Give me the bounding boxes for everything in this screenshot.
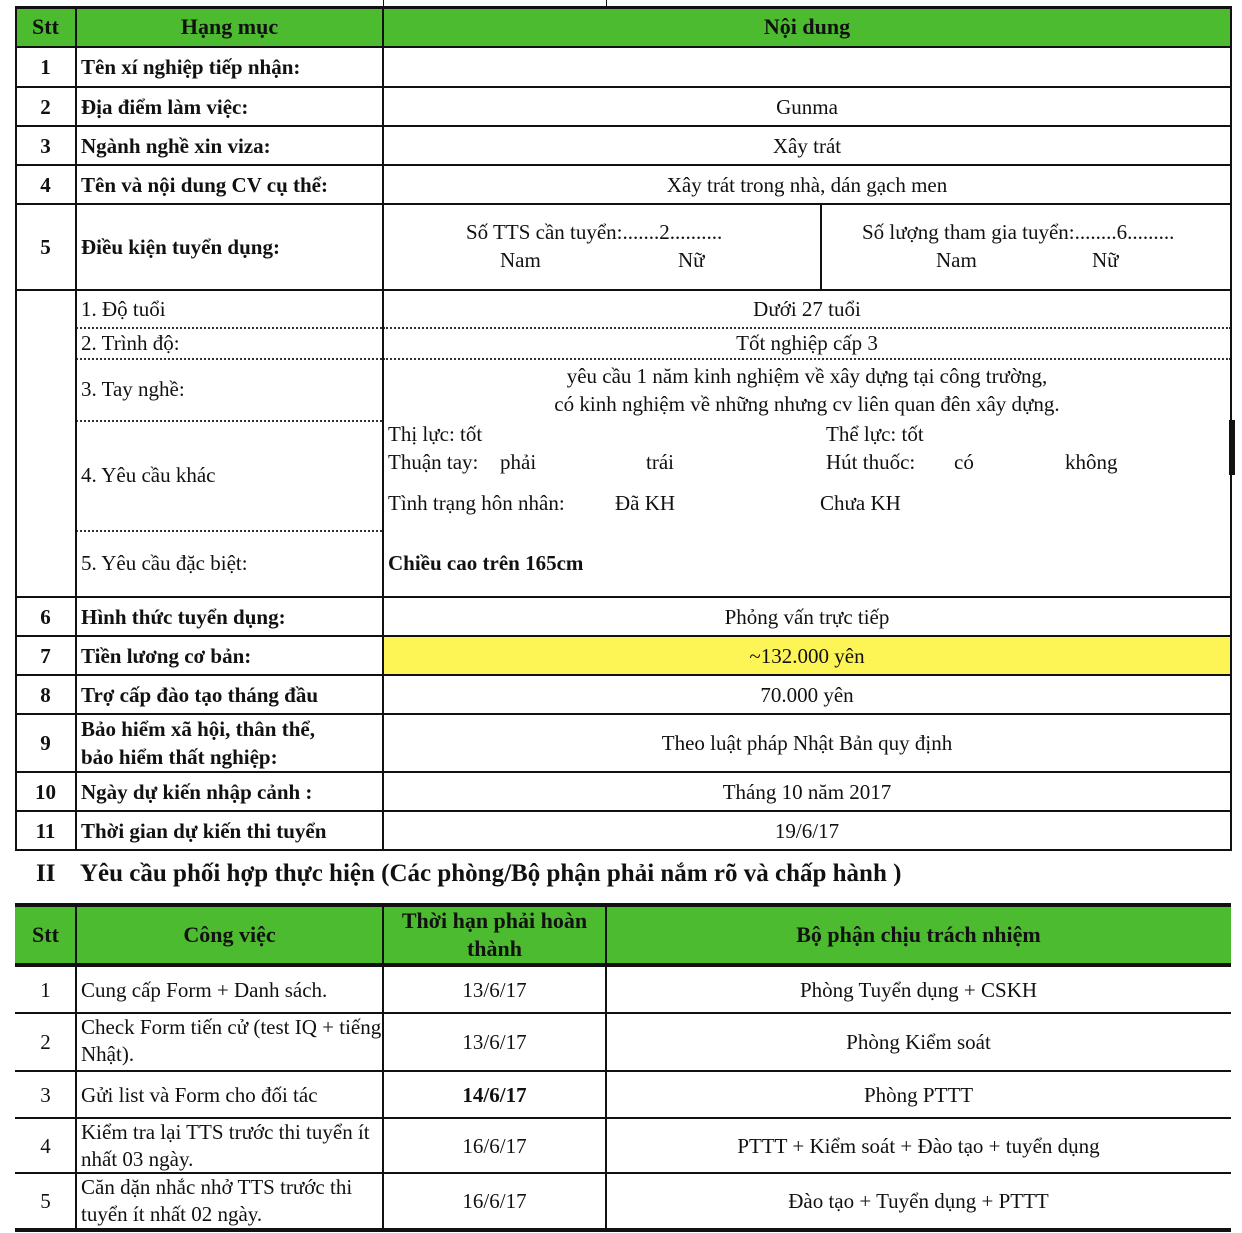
task3-description: Gửi list và Form cho đối tác: [81, 1082, 318, 1107]
trainee-needed: Số TTS cần tuyển:.......2..........: [466, 220, 723, 244]
handedness-right: phải: [500, 450, 537, 474]
task2-description-line-2: Nhật).: [81, 1042, 135, 1066]
task3-deadline: 14/6/17: [462, 1082, 527, 1107]
table1-header-noi-dung: Nội dung: [763, 14, 851, 39]
smoking-label: Hút thuốc:: [826, 450, 916, 474]
task2-stt: 2: [40, 1030, 51, 1054]
row2-value: Gunma: [776, 94, 838, 119]
row8-value: 70.000 yên: [760, 682, 854, 707]
special-requirement-value: Chiều cao trên 165cm: [388, 551, 584, 575]
marital-label: Tình trạng hôn nhân:: [388, 491, 565, 515]
task3-department: Phòng PTTT: [863, 1082, 974, 1107]
row4-value: Xây trát trong nhà, dán gạch men: [666, 172, 948, 197]
table1-header-hang-muc: Hạng mục: [180, 14, 279, 39]
section-2-number: II: [36, 860, 56, 887]
row1-value: [383, 47, 1231, 87]
task1-deadline: 13/6/17: [462, 977, 527, 1002]
row10-stt: 10: [35, 779, 56, 804]
section-2-title: Yêu cầu phối hợp thực hiện (Các phòng/Bộ phận phải nắm rõ và chấp hành ): [80, 860, 902, 887]
table2-header-deadline-line-1: Thời hạn phải hoàn: [401, 908, 588, 933]
special-requirement-label: 5. Yêu cầu đặc biệt:: [81, 551, 248, 575]
handedness-label: Thuận tay:: [388, 450, 479, 474]
row7-label: Tiền lương cơ bản:: [81, 643, 252, 668]
other-requirements-label: 4. Yêu cầu khác: [81, 463, 216, 487]
marital-married: Đã KH: [615, 491, 676, 515]
education-value: Tốt nghiệp cấp 3: [736, 331, 878, 355]
trainee-needed-male: Nam: [500, 248, 541, 272]
participants-male: Nam: [936, 248, 977, 272]
table2-header-stt: Stt: [32, 922, 59, 947]
task2-description-line-1: Check Form tiến cử (test IQ + tiếng: [81, 1015, 382, 1039]
row7-stt: 7: [40, 643, 51, 668]
task4-stt: 4: [40, 1133, 51, 1158]
row5-stt: 5: [40, 235, 51, 259]
row6-label: Hình thức tuyển dụng:: [81, 604, 286, 629]
participants-count: Số lượng tham gia tuyển:........6.........: [862, 220, 1175, 244]
row10-label: Ngày dự kiến nhập cảnh :: [81, 779, 313, 804]
task4-department: PTTT + Kiểm soát + Đào tạo + tuyển dụng: [737, 1133, 1100, 1158]
row6-value: Phỏng vấn trực tiếp: [724, 604, 890, 629]
task5-description-line-1: Căn dặn nhắc nhở TTS trước thi: [81, 1175, 353, 1199]
row3-label: Ngành nghề xin viza:: [81, 133, 271, 158]
row9-stt: 9: [40, 731, 51, 755]
skill-line-2: có kinh nghiệm về những nhưng cv liên quan đên xây dựng.: [554, 392, 1060, 416]
trainee-needed-female: Nữ: [678, 248, 705, 272]
task5-department: Đào tạo + Tuyển dụng + PTTT: [788, 1189, 1049, 1213]
table2-header-department: Bộ phận chịu trách nhiệm: [796, 922, 1041, 947]
vision: Thị lực: tốt: [388, 422, 483, 446]
row3-stt: 3: [40, 133, 51, 158]
smoking-no: không: [1065, 450, 1118, 474]
row9-label-line-2: bảo hiểm thất nghiệp:: [81, 745, 278, 769]
row8-label: Trợ cấp đào tạo tháng đầu: [81, 682, 319, 707]
marital-single: Chưa KH: [820, 491, 901, 515]
row9-label-line-1: Bảo hiểm xã hội, thân thể,: [81, 717, 315, 741]
row11-label: Thời gian dự kiến thi tuyển: [81, 818, 327, 843]
participants-female: Nữ: [1092, 248, 1119, 272]
row11-stt: 11: [35, 818, 56, 843]
task1-description: Cung cấp Form + Danh sách.: [81, 977, 328, 1002]
row2-label: Địa điểm làm việc:: [81, 94, 249, 119]
row10-value: Tháng 10 năm 2017: [722, 779, 892, 804]
task2-deadline: 13/6/17: [462, 1030, 527, 1054]
table2-header-deadline-line-2: thành: [466, 936, 523, 961]
education-label: 2. Trình độ:: [81, 331, 180, 355]
skill-label: 3. Tay nghề:: [81, 377, 185, 401]
row9-value: Theo luật pháp Nhật Bản quy định: [661, 731, 953, 755]
task1-department: Phòng Tuyển dụng + CSKH: [799, 977, 1038, 1002]
row1-stt: 1: [40, 55, 51, 79]
fitness: Thể lực: tốt: [826, 422, 924, 446]
row3-value: Xây trát: [772, 133, 842, 158]
age-value: Dưới 27 tuổi: [753, 297, 861, 321]
task3-stt: 3: [40, 1082, 51, 1107]
row5-label: Điều kiện tuyển dụng:: [81, 235, 280, 259]
age-label: 1. Độ tuổi: [81, 297, 166, 321]
row4-stt: 4: [40, 172, 51, 197]
task1-stt: 1: [40, 977, 51, 1002]
row11-value: 19/6/17: [774, 818, 840, 843]
table2-header-cong-viec: Công việc: [183, 922, 276, 947]
row2-stt: 2: [40, 94, 51, 119]
row1-label: Tên xí nghiệp tiếp nhận:: [81, 55, 301, 79]
handedness-left: trái: [646, 450, 674, 474]
row4-label: Tên và nội dung CV cụ thể:: [81, 172, 328, 197]
task4-deadline: 16/6/17: [462, 1133, 527, 1158]
row6-stt: 6: [40, 604, 51, 629]
task4-description-line-1: Kiểm tra lại TTS trước thi tuyển ít: [81, 1120, 370, 1144]
task5-description-line-2: tuyển ít nhất 02 ngày.: [81, 1202, 263, 1226]
skill-line-1: yêu cầu 1 năm kinh nghiệm về xây dựng tại công trường,: [566, 364, 1048, 388]
task4-description-line-2: nhất 03 ngày.: [81, 1147, 194, 1171]
row8-stt: 8: [40, 682, 51, 707]
smoking-yes: có: [954, 450, 974, 474]
row7-value: ~132.000 yên: [749, 643, 865, 668]
task5-deadline: 16/6/17: [462, 1189, 527, 1213]
task2-department: Phòng Kiểm soát: [846, 1030, 991, 1054]
task5-stt: 5: [40, 1189, 51, 1213]
table1-header-stt: Stt: [32, 14, 59, 39]
